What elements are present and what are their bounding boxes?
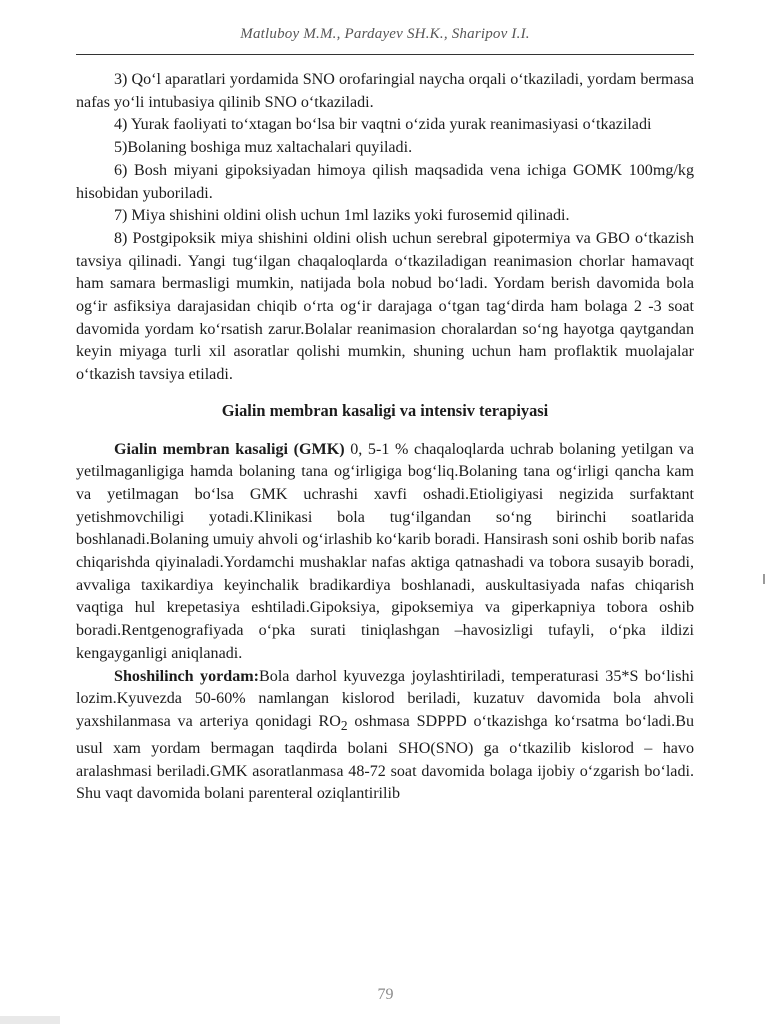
scan-corner-artifact: [0, 1016, 60, 1024]
gmk-definition-paragraph: [76, 439, 694, 666]
urgent-care-text-part2: oshmasa SDPPD o‘tkazishga ko‘rsatma bo‘ladi.Bu usul xam yordam bermagan taqdirda bolani SHO(SNO) ga o‘tkazilib kislorod – havo aralashmasi beriladi.GMK asoratlanmasa 48-72 soat davomida bolaga ijobiy o‘zgarish bo‘ladi. Shu vaqt davomida bolani parenteral oziqlantirilib: [76, 712, 694, 803]
urgent-care-term: Shoshilinch yordam:: [114, 667, 260, 685]
list-item-8: 8) Postgipoksik miya shishini oldini olish uchun serebral gipotermiya va GBO o‘tkazish tavsiya qilinadi. Yangi tug‘ilgan chaqaloqlarda o‘tkaziladigan reanimasion chorlar hamavaqt ham samara bermasligi mumkin, natijada bola nobud bo‘ladi. Yordam berish davomida bola og‘ir asfiksiya darajasidan chiqib o‘rta og‘ir darajaga o‘tgan tag‘dirda ham bolaga 2 -3 soat davomida yordam ko‘rsatish zarur.Bolalar reanimasion choralardan so‘ng hayotga qaytgandan keyin miyaga turli xil asoratlar qolishi mumkin, shuning uchun ham proflaktik muolajalar o‘tkazish tavsiya etiladi.: [76, 229, 694, 384]
list-item-4: 4) Yurak faoliyati to‘xtagan bo‘lsa bir vaqtni o‘zida yurak reanimasiyasi o‘tkaziladi: [114, 116, 652, 134]
scan-margin-mark: [763, 574, 765, 584]
section-heading: Gialin membran kasaligi va intensiv terapiyasi: [221, 400, 549, 420]
urgent-care-text-part1: Bola darhol kyuvezga joylashtiriladi, temperaturasi 35*S bo‘lishi lozim.Kyuvezda 50-60% namlangan kislorod beriladi, kuzatuv davomida bola ahvoli yaxshilanmasa va arteriya qonidagi RO: [76, 667, 694, 730]
ro2-subscript: 2: [340, 718, 348, 734]
header-rule: [76, 54, 694, 55]
gmk-description: 0, 5-1 % chaqaloqlarda uchrab bolaning yetilgan va yetilmaganligiga hamda bolaning tana og‘irligiga bog‘liq.Bolaning tana og‘irligi qancha kam va yetilmagan bo‘lsa GMK uchrashi xavfi oshadi.Etioligiyasi negizida surfaktant yetishmovchiligi yotadi.Klinikasi bola tug‘ilgandan so‘ng birinchi soatlarida boshlanadi.Bolaning umuiy ahvoli og‘irlashib ko‘karib boradi. Hansirash soni oshib borib nafas chiqarishda qiyinaladi.Yordamchi mushaklar nafas aktiga qatnashadi va tobora susayib boradi, avvaliga taxikardiya keyinchalik bradikardiya boshlanadi, auskultasiyada nafas chiqarish vaqtiga hul krepetasiya eshtiladi.Gipoksiya, gipoksemiya va giperkapniya tobora oshib boradi.Rentgenografiyada o‘pka surati tiniqlashgan –havosizligi tufayli, o‘pka ildizi kengayganligi aniqlanadi.: [76, 440, 694, 662]
list-item-5: 5)Bolaning boshiga muz xaltachalari quyiladi.: [114, 139, 413, 157]
list-item-6: 6) Bosh miyani gipoksiyadan himoya qilish maqsadida vena ichiga GOMK 100mg/kg hisobidan yuboriladi.: [76, 161, 694, 202]
page-body: [76, 69, 694, 806]
urgent-care-paragraph: [76, 666, 694, 806]
gmk-term: Gialin membran kasaligi (GMK): [114, 440, 345, 458]
running-header: Matluboy M.M., Pardayev SH.K., Sharipov I.I.: [240, 26, 530, 42]
list-item-3: 3) Qo‘l aparatlari yordamida SNO orofaringial naycha orqali o‘tkaziladi, yordam bermasa nafas yo‘li intubasiya qilinib SNO o‘tkaziladi.: [76, 71, 694, 111]
list-item-7: 7) Miya shishini oldini olish uchun 1ml laziks yoki furosemid qilinadi.: [114, 207, 570, 225]
page-number: 79: [377, 986, 394, 1003]
